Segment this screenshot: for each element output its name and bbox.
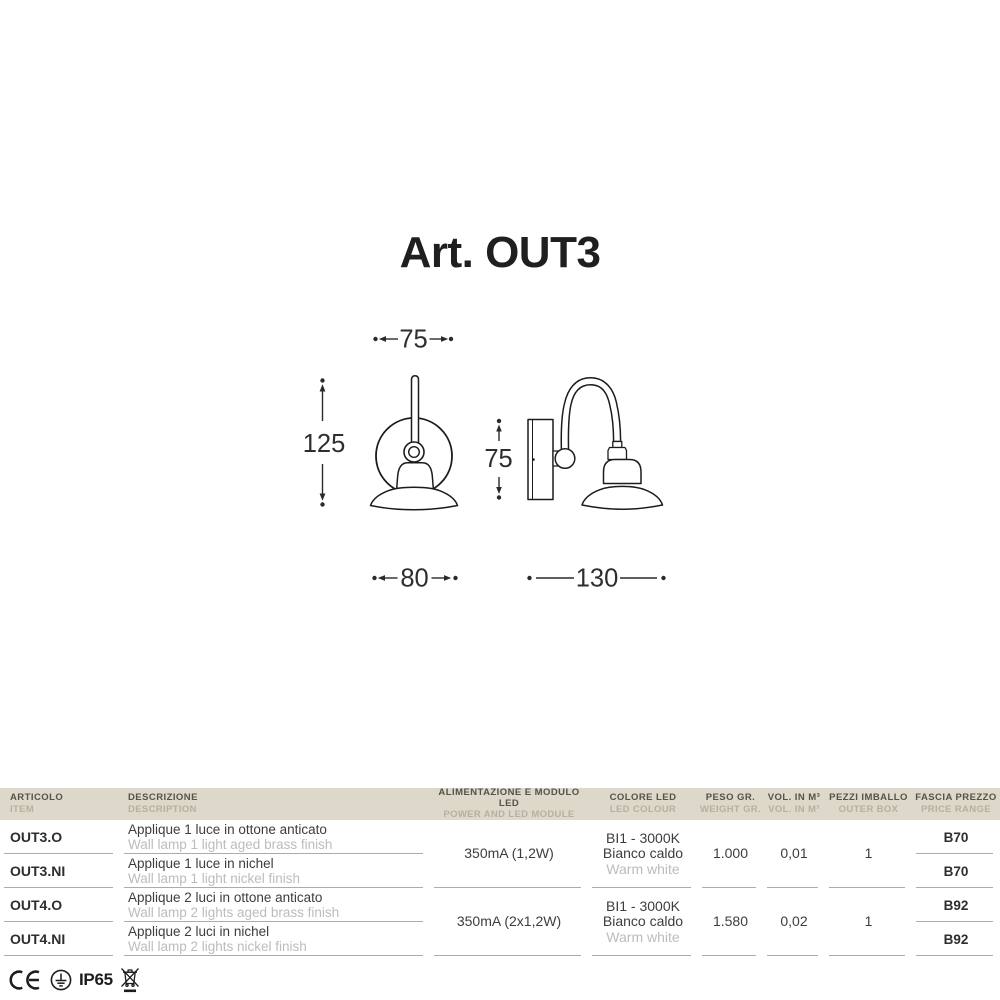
price-range: B92: [912, 922, 1000, 956]
item-code: OUT3.NI: [0, 854, 120, 888]
led-colour: BI1 - 3000K Bianco caldo Warm white: [588, 820, 698, 888]
price-range: B92: [912, 888, 1000, 922]
technical-drawing: [280, 300, 720, 600]
side-gooseneck-arm: [561, 378, 620, 453]
item-description: Applique 1 luce in nichel Wall lamp 1 light nickel finish: [120, 854, 430, 888]
item-code: OUT3.O: [0, 820, 120, 854]
side-shade: [582, 486, 663, 509]
item-code: OUT4.O: [0, 888, 120, 922]
item-code: OUT4.NI: [0, 922, 120, 956]
ip-rating-label: IP65: [79, 970, 113, 989]
side-ball-joint: [555, 449, 575, 469]
page-title: Art. OUT3: [399, 228, 601, 277]
weee-crossed-bin-icon: [120, 966, 140, 994]
header-colore-led: COLORE LED LED COLOUR: [609, 792, 677, 815]
header-volume: VOL. IN M³ VOL. IN M³: [767, 792, 821, 815]
power-led-module: 350mA (2x1,2W): [430, 888, 588, 956]
weight: 1.580: [698, 888, 763, 956]
spec-table-header: [0, 788, 1000, 820]
front-shade: [371, 487, 458, 510]
ce-mark-icon: [7, 968, 43, 992]
price-range: B70: [912, 820, 1000, 854]
power-led-module: 350mA (1,2W): [430, 820, 588, 888]
pieces-outer-box: 1: [825, 888, 912, 956]
volume: 0,01: [763, 820, 825, 888]
header-articolo: ARTICOLO ITEM: [10, 792, 64, 815]
dim-side-depth: 130: [575, 564, 619, 593]
earth-class-icon: [50, 969, 72, 991]
header-alimentazione: ALIMENTAZIONE E MODULO LED POWER AND LED MODULE: [438, 787, 580, 820]
header-descrizione: DESCRIZIONE DESCRIPTION: [128, 792, 198, 815]
lamp-side-view: [528, 378, 663, 510]
side-lamp-body: [604, 460, 642, 484]
certification-row: [7, 963, 140, 997]
dim-front-shade-width: 80: [400, 564, 429, 593]
dim-side-height: 75: [484, 445, 513, 473]
dim-front-width: 75: [399, 325, 428, 354]
spec-table: [0, 788, 1000, 956]
header-pezzi-imballo: PEZZI IMBALLO OUTER BOX: [829, 792, 908, 815]
spec-table-body: [0, 820, 1000, 956]
pieces-outer-box: 1: [825, 820, 912, 888]
price-range: B70: [912, 854, 1000, 888]
led-colour: BI1 - 3000K Bianco caldo Warm white: [588, 888, 698, 956]
item-description: Applique 2 luci in nichel Wall lamp 2 lights nickel finish: [120, 922, 430, 956]
item-description: Applique 2 luci in ottone anticato Wall lamp 2 lights aged brass finish: [120, 888, 430, 922]
side-wall-plate: [528, 420, 553, 500]
volume: 0,02: [763, 888, 825, 956]
weight: 1.000: [698, 820, 763, 888]
item-description: Applique 1 luce in ottone anticato Wall lamp 1 light aged brass finish: [120, 820, 430, 854]
header-peso: PESO GR. WEIGHT GR.: [699, 792, 762, 815]
dim-front-height: 125: [302, 430, 346, 458]
front-stem: [412, 376, 419, 447]
header-fascia-prezzo: FASCIA PREZZO PRICE RANGE: [915, 792, 997, 815]
lamp-front-view: [371, 376, 458, 510]
